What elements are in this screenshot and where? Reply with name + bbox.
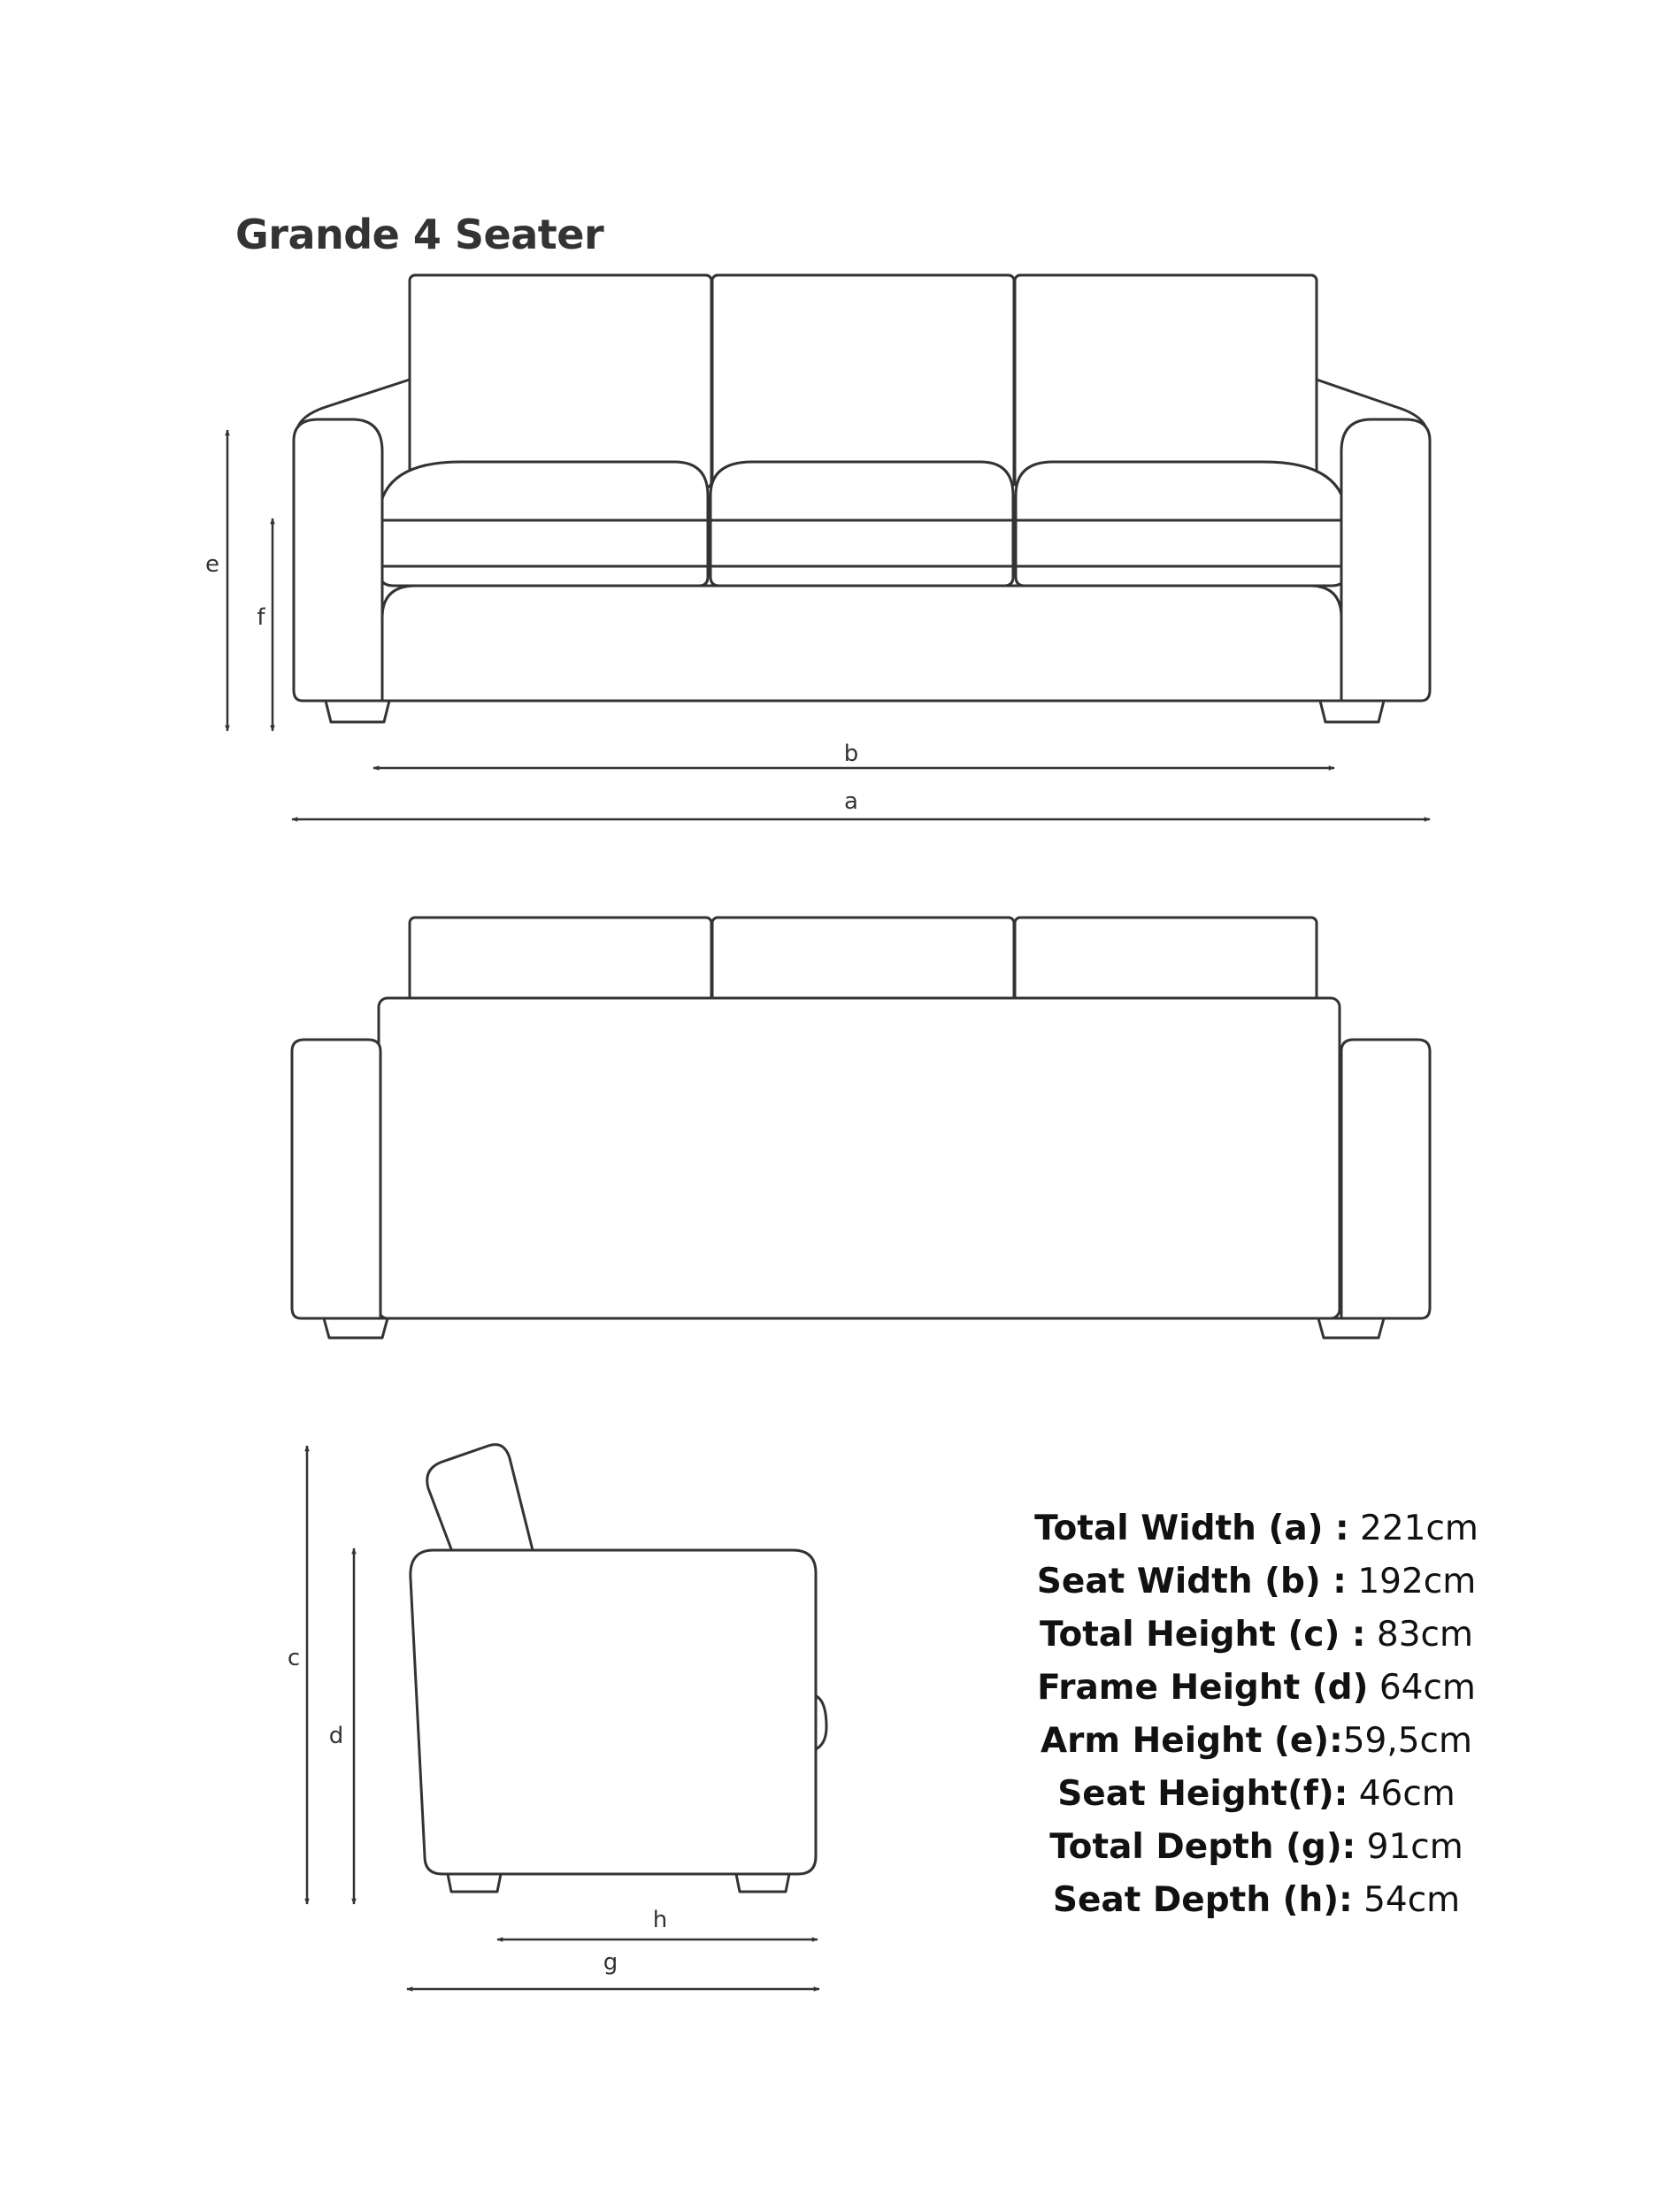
spec-frame-height: Frame Height (d) 64cm — [1037, 1668, 1476, 1708]
dimension-label-b: b — [843, 741, 859, 767]
front-back-cushion-left — [410, 275, 711, 488]
side-leg-back — [736, 1874, 789, 1892]
front-arm-right — [1341, 419, 1430, 701]
page-title: Grande 4 Seater — [235, 211, 604, 258]
front-view — [294, 275, 1430, 722]
back-arm-right — [1341, 1040, 1430, 1318]
side-body — [411, 1550, 816, 1874]
dimension-label-f: f — [257, 604, 265, 631]
front-base — [382, 586, 1341, 701]
dimension-label-a: a — [844, 788, 858, 815]
dimension-label-e: e — [205, 551, 219, 578]
spec-arm-height: Arm Height (e):59,5cm — [1041, 1721, 1472, 1761]
front-arm-left — [294, 419, 382, 701]
front-back-cushion-right — [1015, 275, 1317, 488]
back-panel — [379, 998, 1340, 1318]
back-arm-left — [292, 1040, 380, 1318]
side-leg-front — [448, 1874, 501, 1892]
back-leg-right — [1318, 1318, 1384, 1338]
dimension-spec-list — [991, 1502, 1522, 1927]
front-leg-right — [1320, 701, 1384, 722]
back-cushion-top-left — [410, 918, 711, 1006]
side-view — [411, 1445, 826, 1892]
spec-seat-height: Seat Height(f): 46cm — [1057, 1774, 1455, 1814]
spec-seat-width: Seat Width (b) : 192cm — [1036, 1562, 1477, 1601]
front-leg-left — [326, 701, 389, 722]
back-view — [292, 918, 1430, 1338]
dimension-label-d: d — [328, 1723, 344, 1749]
dimension-label-c: c — [287, 1645, 301, 1671]
spec-seat-depth: Seat Depth (h): 54cm — [1052, 1880, 1461, 1920]
front-back-cushion-middle — [712, 275, 1014, 488]
side-back-cushion — [427, 1445, 533, 1554]
back-leg-left — [324, 1318, 388, 1338]
spec-total-width: Total Width (a) : 221cm — [1034, 1509, 1479, 1548]
dimension-label-h: h — [652, 1907, 668, 1933]
dimension-label-g: g — [603, 1949, 618, 1976]
back-cushion-top-middle — [712, 918, 1014, 1006]
back-cushion-top-right — [1015, 918, 1317, 1006]
spec-total-depth: Total Depth (g): 91cm — [1049, 1827, 1463, 1867]
spec-total-height: Total Height (c) : 83cm — [1040, 1615, 1473, 1655]
